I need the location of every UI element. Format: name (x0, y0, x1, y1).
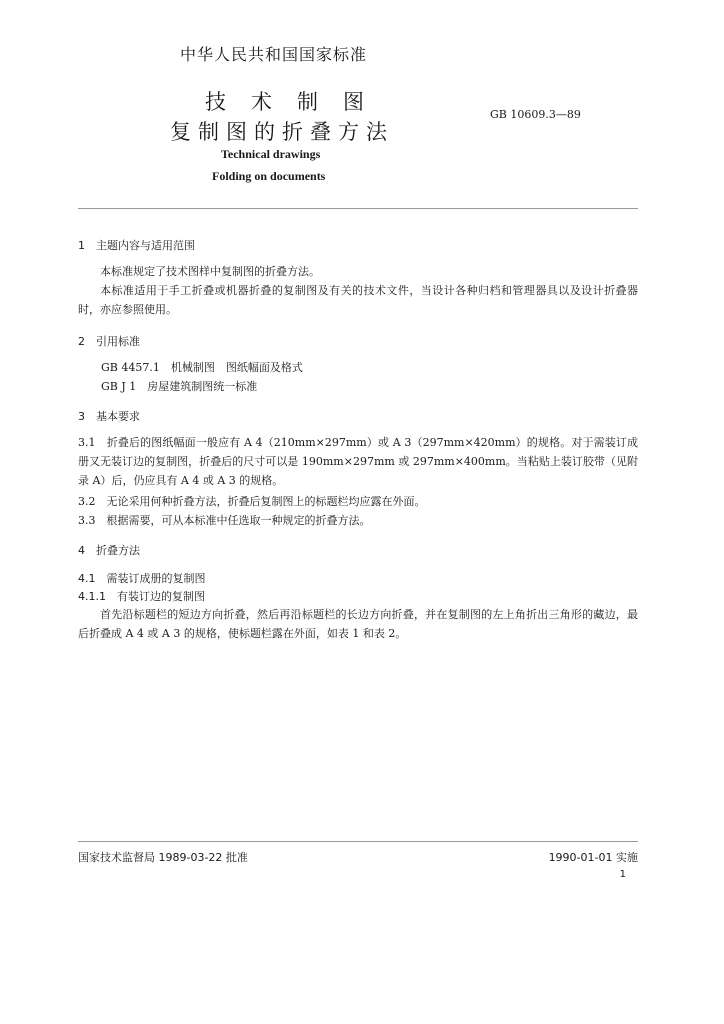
page-number: 1 (619, 869, 626, 880)
clause-4-1-1-heading: 4.1.1 有装订边的复制图 (78, 590, 205, 603)
title-line-2: 复制图的折叠方法 (170, 120, 394, 144)
english-title-line-1: Technical drawings (221, 147, 321, 161)
clause-3-3: 3.3 根据需要，可从本标准中任选取一种规定的折叠方法。 (78, 514, 371, 527)
clause-4-1-heading: 4.1 需装订成册的复制图 (78, 572, 206, 585)
title-line-1: 技术制图 (205, 90, 389, 114)
approval-date: 国家技术监督局 1989-03-22 批准 (78, 851, 248, 864)
clause-4-1-1-paragraph: 首先沿标题栏的短边方向折叠，然后再沿标题栏的长边方向折叠，并在复制图的左上角折出三角形的藏边，最后折叠成 A 4 或 A 3 的规格，使标题栏露在外面，如表 1 和表 2。 (78, 608, 638, 640)
reference-2: GB J 1 房屋建筑制图统一标准 (101, 380, 258, 393)
section-3-heading: 3 基本要求 (78, 410, 140, 423)
english-title-line-2: Folding on documents (212, 169, 326, 183)
section-1-heading: 1 主题内容与适用范围 (78, 239, 195, 252)
section-2-heading: 2 引用标准 (78, 335, 140, 348)
national-standard-label: 中华人民共和国国家标准 (180, 45, 368, 64)
implementation-date: 1990-01-01 实施 (548, 851, 638, 864)
section-1-paragraph-2: 本标准适用于手工折叠或机器折叠的复制图及有关的技术文件，当设计各种归档和管理器具以及设计折叠器时，亦应参照使用。 (78, 284, 638, 316)
clause-3-1: 3.1 折叠后的图纸幅面一般应有 A 4（210mm×297mm）或 A 3（297mm×420mm）的规格。对于需装订成册又无装订边的复制图，折叠后的尺寸可以是 190mm×297mm 或 297mm×400mm。当粘贴上装订胶带（见附录 A）后，仍应具有 A 4 或 A 3 的规格。 (78, 436, 638, 487)
reference-1: GB 4457.1 机械制图 图纸幅面及格式 (101, 361, 303, 374)
section-1-paragraph-1: 本标准规定了技术图样中复制图的折叠方法。 (100, 265, 320, 278)
footer-divider (78, 841, 638, 842)
section-4-heading: 4 折叠方法 (78, 544, 140, 557)
standard-number: GB 10609.3—89 (490, 108, 581, 121)
header-divider (78, 208, 638, 209)
clause-3-2: 3.2 无论采用何种折叠方法，折叠后复制图上的标题栏均应露在外面。 (78, 495, 426, 508)
